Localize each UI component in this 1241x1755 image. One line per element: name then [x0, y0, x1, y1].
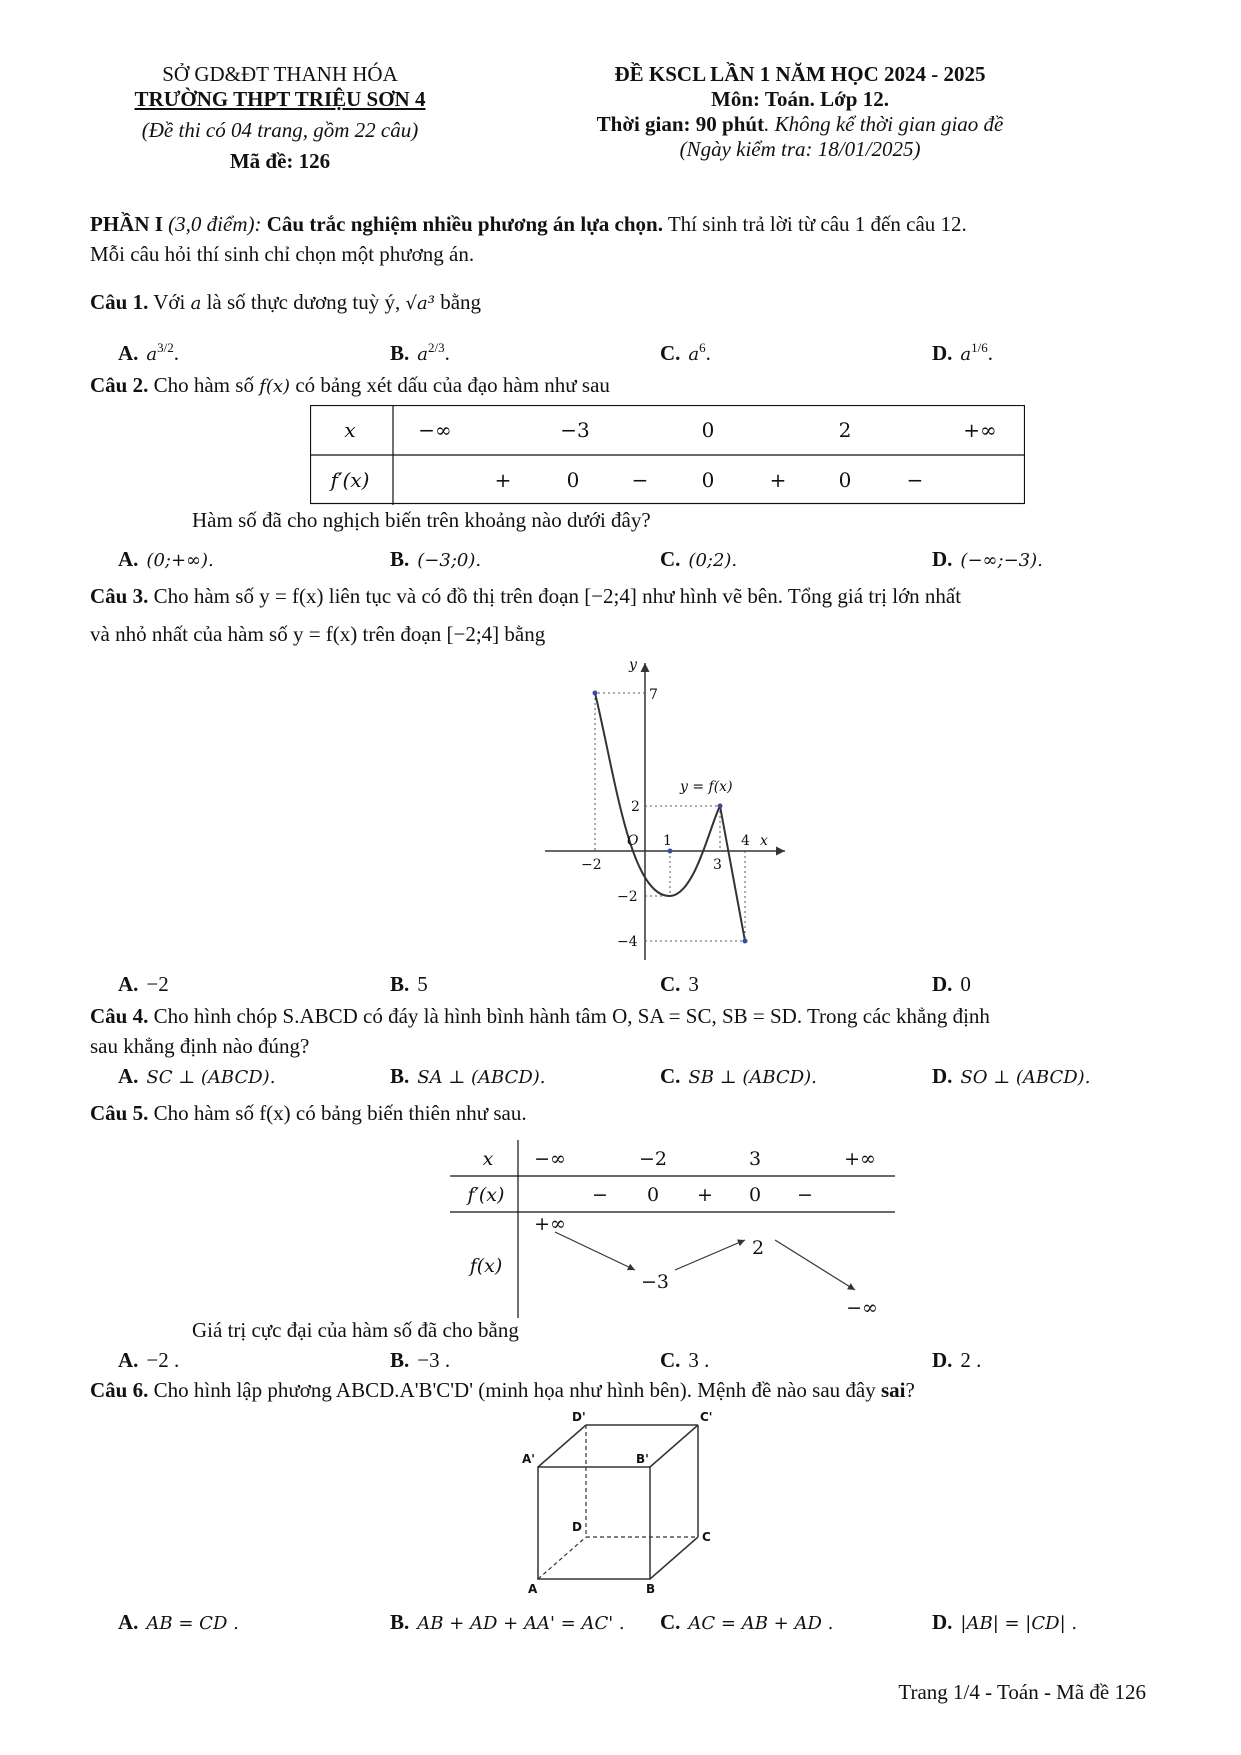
- q1-d-exp: 1/6: [971, 340, 988, 355]
- q2-label: Câu 2.: [90, 373, 149, 397]
- q2-option-b[interactable]: [390, 547, 481, 572]
- q2-sign-table: [310, 405, 1025, 505]
- opt-key: B.: [390, 1610, 410, 1634]
- graph-point: [593, 691, 598, 696]
- q2-stem: [90, 373, 610, 398]
- q1-d-base: a: [960, 344, 972, 365]
- bbt-v3: 2: [751, 1237, 765, 1259]
- q2-text: Cho hàm số: [148, 373, 260, 397]
- q4-c: SB ⊥ (ABCD).: [688, 1067, 817, 1088]
- graph-point: [668, 849, 673, 854]
- cube-label-d1: D': [572, 1410, 586, 1424]
- q2-b: (−3;0).: [417, 550, 482, 571]
- subject-line: Môn: Toán. Lớp 12.: [711, 87, 889, 111]
- opt-key: C.: [660, 1348, 681, 1372]
- q5-label: Câu 5.: [90, 1101, 149, 1125]
- q4-a: SC ⊥ (ABCD).: [146, 1067, 276, 1088]
- q5-option-c[interactable]: [660, 1348, 709, 1373]
- graph-point: [743, 939, 748, 944]
- sign-cell: −3: [560, 418, 590, 442]
- q5-option-d[interactable]: [932, 1348, 981, 1373]
- q6-b: AB + AD + AA' = AC' .: [417, 1613, 625, 1634]
- opt-key: D.: [932, 972, 953, 996]
- tick-yneg4: −4: [617, 934, 638, 950]
- q3-option-b[interactable]: [390, 972, 428, 997]
- q2-option-c[interactable]: [660, 547, 737, 572]
- header-right: [520, 62, 1080, 162]
- exam-date: (Ngày kiểm tra: 18/01/2025): [679, 137, 921, 161]
- opt-key: C.: [660, 1064, 681, 1088]
- q4-option-b[interactable]: [390, 1064, 546, 1089]
- opt-key: C.: [660, 547, 681, 571]
- q2-c: (0;2).: [688, 550, 738, 571]
- q6-cube: [520, 1405, 720, 1595]
- dept-name: SỞ GD&ĐT THANH HÓA: [162, 62, 398, 86]
- cube-label-c1: C': [700, 1410, 713, 1424]
- sign-cell: +∞: [963, 418, 997, 442]
- q3-stem-1: [90, 584, 961, 609]
- tick-xneg2: −2: [581, 857, 602, 873]
- q5-text: Cho hàm số f(x) có bảng biến thiên như sau.: [148, 1101, 527, 1125]
- q2-d: (−∞;−3).: [960, 550, 1043, 571]
- q4-stem-2: sau khẳng định nào đúng?: [90, 1034, 310, 1058]
- opt-key: B.: [390, 972, 410, 996]
- q1-c-base: a: [688, 344, 700, 365]
- q5-option-b[interactable]: [390, 1348, 450, 1373]
- q3-b: 5: [417, 972, 428, 996]
- tick-7: 7: [649, 687, 658, 703]
- q6-option-a[interactable]: [118, 1610, 239, 1635]
- opt-key: A.: [118, 341, 139, 365]
- opt-key: B.: [390, 1348, 410, 1372]
- time-italic: . Không kể thời gian giao đề: [764, 112, 1004, 136]
- q3-option-c[interactable]: [660, 972, 699, 997]
- sign-cell: −∞: [418, 418, 452, 442]
- exam-code: Mã đề: 126: [229, 149, 331, 173]
- q6-option-d[interactable]: [932, 1610, 1077, 1635]
- sign-cell: 2: [838, 418, 852, 442]
- opt-key: D.: [932, 1610, 953, 1634]
- page-count-note: (Đề thi có 04 trang, gồm 22 câu): [141, 118, 419, 142]
- q6-label: Câu 6.: [90, 1378, 149, 1402]
- opt-key: D.: [932, 547, 953, 571]
- bbt-xp: +∞: [844, 1148, 876, 1170]
- q2-option-a[interactable]: [118, 547, 214, 572]
- opt-key: B.: [390, 1064, 410, 1088]
- q6-option-c[interactable]: [660, 1610, 833, 1635]
- sign-cell: 0: [838, 468, 852, 492]
- tick-2: 2: [631, 799, 640, 815]
- q6-text: Cho hình lập phương ABCD.A'B'C'D' (minh họa như hình bên). Mệnh đề nào sau đây: [148, 1378, 881, 1402]
- q1-stem: [90, 290, 481, 315]
- q1-text3: bằng: [434, 290, 482, 314]
- bbt-s1: −: [592, 1184, 608, 1206]
- opt-key: B.: [390, 341, 410, 365]
- q4-option-c[interactable]: [660, 1064, 817, 1089]
- opt-key: C.: [660, 1610, 681, 1634]
- q6-text-bold: sai: [880, 1378, 906, 1402]
- header-left: [90, 62, 470, 174]
- q1-text2: là số thực dương tuỳ ý,: [201, 290, 406, 314]
- bbt-s3: −: [797, 1184, 813, 1206]
- q1-option-d[interactable]: D. $a^{1/6}$.: [932, 340, 994, 365]
- opt-key: C.: [660, 341, 681, 365]
- q2-text2: có bảng xét dấu của đạo hàm như sau: [290, 373, 610, 397]
- bbt-s2: +: [697, 1184, 713, 1206]
- q1-a-base: a: [146, 344, 158, 365]
- opt-key: A.: [118, 1064, 139, 1088]
- part1-desc: Thí sinh trả lời từ câu 1 đến câu 12.: [662, 212, 967, 236]
- q5-a: −2 .: [146, 1348, 180, 1372]
- x-label: x: [760, 833, 768, 849]
- q3-text: Cho hàm số y = f(x) liên tục và có đồ thị trên đoạn [−2;4] như hình vẽ bên. Tổng giá trị lớn nhất: [148, 584, 962, 608]
- opt-key: A.: [118, 547, 139, 571]
- tick-yneg2: −2: [617, 889, 638, 905]
- y-label: y: [629, 657, 637, 673]
- q6-option-b[interactable]: [390, 1610, 625, 1635]
- q6-a: AB = CD .: [146, 1613, 239, 1634]
- q1-option-c[interactable]: C. $a^6$.: [660, 340, 711, 365]
- opt-key: C.: [660, 972, 681, 996]
- time-line: [520, 112, 1080, 137]
- cube-label-b1: B': [636, 1452, 649, 1466]
- q4-option-a[interactable]: [118, 1064, 275, 1089]
- sign-cell: +: [769, 468, 787, 492]
- bbt-v1: +∞: [534, 1213, 566, 1235]
- q4-stem-1: [90, 1004, 990, 1029]
- q4-label: Câu 4.: [90, 1004, 149, 1028]
- opt-key: B.: [390, 547, 410, 571]
- q1-b-exp: 2/3: [428, 340, 445, 355]
- q3-option-d[interactable]: [932, 972, 971, 997]
- sign-cell: −: [631, 468, 649, 492]
- q5-stem: [90, 1101, 527, 1126]
- tick-x4: 4: [741, 833, 750, 849]
- cube-label-a: A: [528, 1582, 538, 1595]
- q5-option-a[interactable]: [118, 1348, 179, 1373]
- q6-d: |AB| = |CD| .: [960, 1613, 1078, 1634]
- q5-variation-table: [450, 1140, 900, 1320]
- opt-key: D.: [932, 341, 953, 365]
- sign-cell: +: [494, 468, 512, 492]
- origin-label: O: [627, 833, 639, 849]
- school-name: TRƯỜNG THPT TRIỆU SƠN 4: [134, 87, 426, 111]
- q1-a-exp: 3/2: [157, 340, 174, 355]
- tick-x3: 3: [713, 857, 722, 873]
- q1-var: a: [190, 293, 202, 314]
- bbt-z1: 0: [646, 1184, 660, 1206]
- bbt-v4: −∞: [846, 1297, 878, 1319]
- q1-option-a[interactable]: A. $a^{3/2}$.: [118, 340, 180, 365]
- part1-title: PHẦN I: [90, 212, 163, 236]
- graph-point: [718, 804, 723, 809]
- cube-label-d: D: [572, 1520, 582, 1534]
- q3-c: 3: [688, 972, 699, 996]
- q4-text: Cho hình chóp S.ABCD có đáy là hình bình hành tâm O, SA = SC, SB = SD. Trong các khẳng định: [148, 1004, 990, 1028]
- q3-d: 0: [960, 972, 971, 996]
- opt-key: D.: [932, 1348, 953, 1372]
- sign-cell: f′(x): [330, 468, 370, 492]
- q3-option-a[interactable]: [118, 972, 169, 997]
- bbt-x: x: [482, 1148, 494, 1170]
- exam-title: ĐỀ KSCL LẦN 1 NĂM HỌC 2024 - 2025: [614, 62, 986, 86]
- q4-b: SA ⊥ (ABCD).: [417, 1067, 546, 1088]
- part1-points: (3,0 điểm):: [162, 212, 267, 236]
- q3-stem-2: và nhỏ nhất của hàm số y = f(x) trên đoạn [−2;4] bằng: [90, 622, 546, 646]
- bbt-z2: 0: [748, 1184, 762, 1206]
- bbt-v2: −3: [640, 1271, 670, 1293]
- sign-cell: 0: [566, 468, 580, 492]
- part1-line2: Mỗi câu hỏi thí sinh chỉ chọn một phương án.: [90, 242, 475, 266]
- q2-question: Hàm số đã cho nghịch biến trên khoảng nào dưới đây?: [192, 508, 651, 532]
- part1-desc-bold: Câu trắc nghiệm nhiều phương án lựa chọn.: [266, 212, 663, 236]
- q4-option-d[interactable]: [932, 1064, 1090, 1089]
- q2-option-d[interactable]: [932, 547, 1043, 572]
- q1-text: Với: [148, 290, 191, 314]
- bbt-xm: −∞: [534, 1148, 566, 1170]
- tick-x1: 1: [663, 833, 672, 849]
- sign-cell: 0: [701, 468, 715, 492]
- time-bold: Thời gian: 90 phút: [596, 112, 765, 136]
- sign-cell: 0: [701, 418, 715, 442]
- q1-label: Câu 1.: [90, 290, 149, 314]
- q6-text-end: ?: [905, 1378, 915, 1402]
- page-footer: Trang 1/4 - Toán - Mã đề 126: [898, 1680, 1146, 1704]
- bbt-fp: f′(x): [467, 1184, 505, 1206]
- q5-c: 3 .: [688, 1348, 710, 1372]
- sign-cell: x: [344, 418, 356, 442]
- q5-d: 2 .: [960, 1348, 982, 1372]
- q6-stem: [90, 1378, 915, 1403]
- opt-key: A.: [118, 1610, 139, 1634]
- bbt-x2: 3: [748, 1148, 762, 1170]
- sign-cell: −: [906, 468, 924, 492]
- opt-key: D.: [932, 1064, 953, 1088]
- q6-c: AC = AB + AD .: [688, 1613, 834, 1634]
- part1-line1: [90, 212, 967, 237]
- q4-d: SO ⊥ (ABCD).: [960, 1067, 1091, 1088]
- cube-label-b: B: [646, 1582, 656, 1595]
- bbt-f: f(x): [469, 1255, 503, 1277]
- cube-label-a1: A': [522, 1452, 535, 1466]
- q1-expr: √a³: [405, 293, 435, 314]
- q1-c-exp: 6: [699, 340, 706, 355]
- opt-key: A.: [118, 972, 139, 996]
- q3-graph: [545, 655, 795, 965]
- q3-a: −2: [146, 972, 169, 996]
- q2-fx: f(x): [259, 376, 291, 397]
- cube-label-c: C: [702, 1530, 711, 1544]
- bbt-x1: −2: [638, 1148, 668, 1170]
- q2-a: (0;+∞).: [146, 550, 214, 571]
- q5-question: Giá trị cực đại của hàm số đã cho bằng: [192, 1318, 519, 1342]
- curve-label: y = f(x): [680, 779, 733, 795]
- q5-b: −3 .: [417, 1348, 451, 1372]
- q1-b-base: a: [417, 344, 428, 365]
- q3-label: Câu 3.: [90, 584, 149, 608]
- opt-key: A.: [118, 1348, 139, 1372]
- q1-option-b[interactable]: B. $a^{2/3}$.: [390, 340, 450, 365]
